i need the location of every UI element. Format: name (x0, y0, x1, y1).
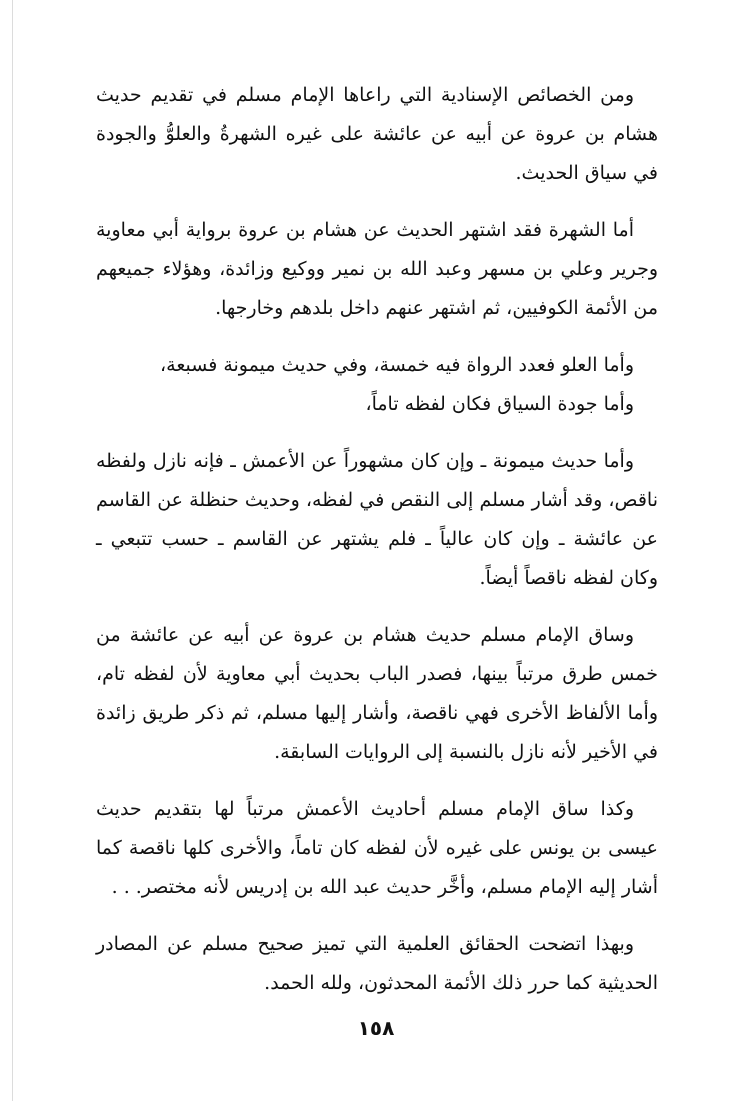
page-body (96, 76, 658, 1021)
paragraph-maymuna-hadith: وأما حديث ميمونة ـ وإن كان مشهوراً عن الأعمش ـ فإنه نازل ولفظه ناقص، وقد أشار مسلم إلى النقص في لفظه، وحديث حنظلة عن القاسم عن عائشة ـ وإن كان عالياً ـ فلم يشتهر عن القاسم ـ حسب تتبعي ـ وكان لفظه ناقصاً أيضاً. (96, 450, 658, 589)
paragraph-fame: أما الشهرة فقد اشتهر الحديث عن هشام بن عروة برواية أبي معاوية وجرير وعلي بن مسهر وعبد الله بن نمير ووكيع وزائدة، وهؤلاء جميعهم من الأئمة الكوفيين، ثم اشتهر عنهم داخل بلدهم وخارجها. (96, 219, 658, 319)
paragraph-five-routes: وساق الإمام مسلم حديث هشام بن عروة عن أبيه عن عائشة من خمس طرق مرتباً بينها، فصدر الباب بحديث أبي معاوية لأن لفظه تام، وأما الألفاظ الأخرى فهي ناقصة، وأشار إليها مسلم، ثم ذكر طريق زائدة في الأخير لأنه نازل بالنسبة إلى الروايات السابقة. (96, 624, 658, 763)
paragraph-amash-hadiths: وكذا ساق الإمام مسلم أحاديث الأعمش مرتباً لها بتقديم حديث عيسى بن يونس على غيره لأن لفظه كان تاماً، والأخرى كلها ناقصة كما أشار إليه الإمام مسلم، وأخَّر حديث عبد الله بن إدريس لأنه مختصر. . . (96, 798, 658, 898)
paragraph-isnad-features: ومن الخصائص الإسنادية التي راعاها الإمام مسلم في تقديم حديث هشام بن عروة عن أبيه عن عائشة على غيره الشهرةُ والعلوُّ والجودة في سياق الحديث. (96, 84, 658, 184)
scan-edge-line (12, 0, 13, 1101)
page-number: ١٥٨ (357, 1016, 395, 1040)
paragraph-elevation: وأما العلو فعدد الرواة فيه خمسة، وفي حديث ميمونة فسبعة، (160, 354, 634, 376)
paragraph-context-quality: وأما جودة السياق فكان لفظه تاماً، (365, 393, 634, 415)
paragraph-conclusion: وبهذا اتضحت الحقائق العلمية التي تميز صحيح مسلم عن المصادر الحديثية كما حرر ذلك الأئمة المحدثون، ولله الحمد. (96, 933, 658, 994)
